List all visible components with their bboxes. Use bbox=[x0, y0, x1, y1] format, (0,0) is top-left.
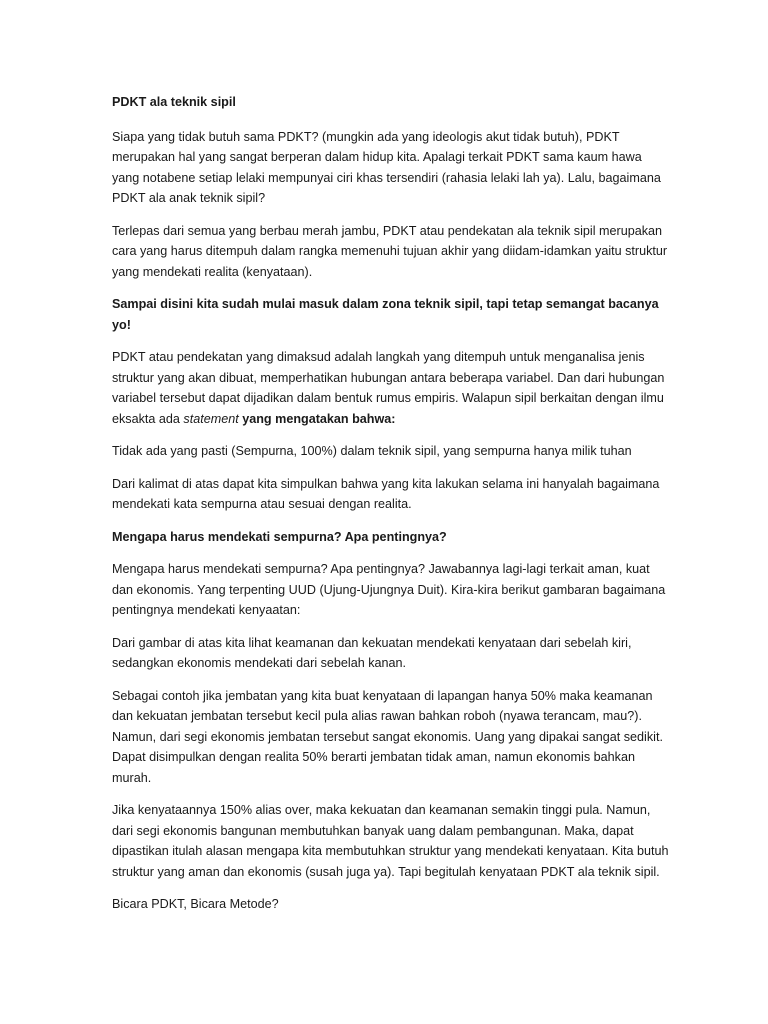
subheading-zone: Sampai disini kita sudah mulai masuk dalam zona teknik sipil, tapi tetap semangat bacanya yo! bbox=[112, 297, 659, 332]
definition-italic-term: statement bbox=[183, 411, 239, 426]
subheading-why: Mengapa harus mendekati sempurna? Apa pentingnya? bbox=[112, 529, 447, 544]
definition-text-after: yang mengatakan bahwa: bbox=[238, 411, 396, 426]
document-title: PDKT ala teknik sipil bbox=[112, 95, 236, 109]
paragraph-approach: Terlepas dari semua yang berbau merah jambu, PDKT atau pendekatan ala teknik sipil merupakan cara yang harus ditempuh dalam rangka memenuhi tujuan akhir yang diidam-idamkan yaitu struktur yang mendekati realita (kenyataan). bbox=[112, 223, 668, 279]
paragraph-definition bbox=[112, 347, 672, 429]
paragraph-conclusion: Dari kalimat di atas dapat kita simpulkan bahwa yang kita lakukan selama ini hanyalah bagaimana mendekati kata sempurna atau sesuai dengan realita. bbox=[112, 476, 660, 511]
paragraph-example-150: Jika kenyataannya 150% alias over, maka kekuatan dan keamanan semakin tinggi pula. Namun, dari segi ekonomis bangunan membutuhkan banyak uang dalam pembangunan. Maka, dapat dipastikan itulah alasan mengapa kita membutuhkan struktur yang mendekati kenyataan. Kita butuh struktur yang aman dan ekonomis (susah juga ya). Tapi begitulah kenyataan PDKT ala teknik sipil. bbox=[112, 803, 669, 879]
paragraph-example-50: Sebagai contoh jika jembatan yang kita buat kenyataan di lapangan hanya 50% maka keamanan dan kekuatan jembatan tersebut kecil pula alias rawan bahkan roboh (nyawa terancam, mau?). Namun, dari segi ekonomis jembatan tersebut sangat ekonomis. Uang yang dipakai sangat sedikit. Dapat disimpulkan dengan realita 50% berarti jembatan tidak aman, namun ekonomis bahkan murah. bbox=[112, 688, 663, 785]
definition-text-before: PDKT atau pendekatan yang dimaksud adalah langkah yang ditempuh untuk menganalisa jenis struktur yang akan dibuat, memperhatikan hubungan antara beberapa variabel. Dan dari hubungan variabel tersebut dapat dijadikan dalam bentuk rumus empiris. Walapun sipil berkaitan dengan ilmu eksakta ada bbox=[112, 350, 665, 426]
paragraph-intro: Siapa yang tidak butuh sama PDKT? (mungkin ada yang ideologis akut tidak butuh), PDKT merupakan hal yang sangat berperan dalam hidup kita. Apalagi terkait PDKT sama kaum hawa yang notabene setiap lelaki mempunyai ciri khas tersendiri (rahasia lelaki lah ya). Lalu, bagaimana PDKT ala anak teknik sipil? bbox=[112, 129, 661, 205]
paragraph-method: Bicara PDKT, Bicara Metode? bbox=[112, 897, 279, 911]
paragraph-figure-explanation: Dari gambar di atas kita lihat keamanan dan kekuatan mendekati kenyataan dari sebelah kiri, sedangkan ekonomis mendekati dari sebelah kanan. bbox=[112, 635, 632, 670]
paragraph-statement: Tidak ada yang pasti (Sempurna, 100%) dalam teknik sipil, yang sempurna hanya milik tuhan bbox=[112, 444, 632, 458]
paragraph-why: Mengapa harus mendekati sempurna? Apa pentingnya? Jawabannya lagi-lagi terkait aman, kuat dan ekonomis. Yang terpenting UUD (Ujung-Ujungnya Duit). Kira-kira berikut gambaran bagaimana pentingnya mendekati kenyaatan: bbox=[112, 562, 666, 617]
document-page bbox=[112, 92, 672, 927]
